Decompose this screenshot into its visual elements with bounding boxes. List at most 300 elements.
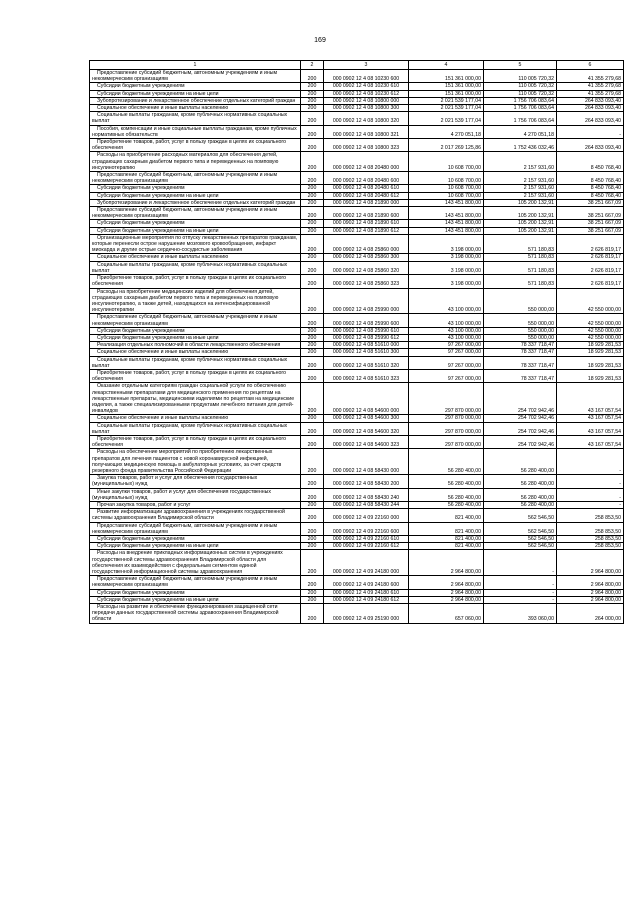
row-ved-cell: 200 <box>301 199 324 206</box>
row-name-cell: Субсидии бюджетным учреждениям на иные цели <box>90 543 301 550</box>
row-unexecuted-cell: 43 167 057,54 <box>557 435 624 448</box>
row-code-cell: 000 0902 12 4 08 54600 300 <box>324 415 409 422</box>
row-executed-cell: 2 157 931,60 <box>484 185 557 192</box>
row-unexecuted-cell: 264 833 093,40 <box>557 97 624 104</box>
row-code-cell: 000 0902 12 4 08 54600 000 <box>324 383 409 415</box>
budget-table <box>89 60 624 624</box>
row-ved-cell: 200 <box>301 288 324 314</box>
row-approved-cell: 143 451 800,00 <box>409 207 484 220</box>
row-ved-cell: 200 <box>301 192 324 199</box>
row-unexecuted-cell: 2 626 819,17 <box>557 261 624 274</box>
row-approved-cell: 56 280 400,00 <box>409 502 484 509</box>
row-unexecuted-cell: 42 550 000,00 <box>557 288 624 314</box>
column-header: 1 <box>90 61 301 70</box>
table-row <box>90 139 624 152</box>
row-ved-cell: 200 <box>301 488 324 501</box>
row-approved-cell: 2 964 800,00 <box>409 589 484 596</box>
row-name-cell: Оказание отдельным категориям граждан социальной услуги по обеспечению лекарственными препаратами для медицинского применения по рецептам на лекарственные препараты, медицинскими изделиями по рецептам на медицинские изделия, а также специализированными продуктами лечебного питания для детей-инвалидов <box>90 383 301 415</box>
row-ved-cell: 200 <box>301 576 324 589</box>
row-code-cell: 000 0902 12 4 08 10230 612 <box>324 90 409 97</box>
row-executed-cell: 550 000,00 <box>484 314 557 327</box>
row-unexecuted-cell: - <box>557 449 624 475</box>
row-code-cell: 000 0902 12 4 08 10800 323 <box>324 139 409 152</box>
table-row <box>90 172 624 185</box>
row-executed-cell: 56 280 400,00 <box>484 502 557 509</box>
row-executed-cell: - <box>484 589 557 596</box>
row-unexecuted-cell: - <box>557 502 624 509</box>
table-row <box>90 356 624 369</box>
row-code-cell: 000 0902 12 4 08 25990 000 <box>324 288 409 314</box>
row-unexecuted-cell: 42 550 000,00 <box>557 327 624 334</box>
row-ved-cell: 200 <box>301 422 324 435</box>
row-unexecuted-cell: 2 626 819,17 <box>557 254 624 261</box>
row-name-cell: Субсидии бюджетным учреждениям <box>90 185 301 192</box>
row-name-cell: Социальное обеспечение и иные выплаты населению <box>90 254 301 261</box>
row-name-cell: Предоставление субсидий бюджетным, автономным учреждениям и иным некоммерческим организациям <box>90 70 301 83</box>
row-approved-cell: 2 021 539 177,04 <box>409 105 484 112</box>
row-code-cell: 000 0902 12 4 08 21890 610 <box>324 220 409 227</box>
row-code-cell: 000 0902 12 4 09 22160 600 <box>324 522 409 535</box>
row-ved-cell: 200 <box>301 125 324 138</box>
row-unexecuted-cell: 43 167 057,54 <box>557 415 624 422</box>
table-row <box>90 522 624 535</box>
row-code-cell: 000 0902 12 4 09 22160 612 <box>324 543 409 550</box>
row-approved-cell: 2 964 800,00 <box>409 596 484 603</box>
row-ved-cell: 200 <box>301 604 324 624</box>
row-name-cell: Субсидии бюджетным учреждениям на иные цели <box>90 334 301 341</box>
row-executed-cell: 571 180,83 <box>484 275 557 288</box>
row-ved-cell: 200 <box>301 596 324 603</box>
row-ved-cell: 200 <box>301 509 324 522</box>
row-approved-cell: 10 608 700,00 <box>409 192 484 199</box>
row-code-cell: 000 0902 12 4 08 51610 320 <box>324 356 409 369</box>
row-executed-cell: 78 337 718,47 <box>484 356 557 369</box>
row-approved-cell: 10 608 700,00 <box>409 172 484 185</box>
row-approved-cell: 3 198 000,00 <box>409 234 484 254</box>
row-name-cell: Предоставление субсидий бюджетным, автономным учреждениям и иным некоммерческим организациям <box>90 576 301 589</box>
row-name-cell: Субсидии бюджетным учреждениям на иные цели <box>90 192 301 199</box>
row-ved-cell: 200 <box>301 83 324 90</box>
row-code-cell: 000 0902 12 4 09 24180 600 <box>324 576 409 589</box>
row-code-cell: 000 0902 12 4 08 58430 200 <box>324 475 409 488</box>
row-executed-cell: 2 157 931,60 <box>484 192 557 199</box>
table-row <box>90 152 624 172</box>
row-name-cell: Приобретение товаров, работ, услуг в пользу граждан в целях их социального обеспечения <box>90 435 301 448</box>
row-executed-cell: 571 180,83 <box>484 261 557 274</box>
row-name-cell: Организационные мероприятия по отпуску лекарственных препаратов гражданам, которые перенесли острое нарушение мозгового кровообращения, инфаркт миокарда и другие острые сердечно-сосудистые заболевания <box>90 234 301 254</box>
row-ved-cell: 200 <box>301 261 324 274</box>
row-code-cell: 000 0902 12 4 09 25190 000 <box>324 604 409 624</box>
row-executed-cell: 562 546,50 <box>484 509 557 522</box>
row-code-cell: 000 0902 12 4 08 25860 323 <box>324 275 409 288</box>
row-name-cell: Иные закупки товаров, работ и услуг для обеспечения государственных (муниципальных) нужд <box>90 488 301 501</box>
row-executed-cell: 56 280 400,00 <box>484 449 557 475</box>
row-code-cell: 000 0902 12 4 08 58430 000 <box>324 449 409 475</box>
row-code-cell: 000 0902 12 4 08 10800 321 <box>324 125 409 138</box>
row-executed-cell: 562 546,50 <box>484 543 557 550</box>
column-header: 4 <box>409 61 484 70</box>
table-row <box>90 105 624 112</box>
table-row <box>90 596 624 603</box>
row-executed-cell: 2 157 931,60 <box>484 172 557 185</box>
row-executed-cell: 1 756 706 083,64 <box>484 112 557 125</box>
row-unexecuted-cell: 2 964 800,00 <box>557 596 624 603</box>
row-ved-cell: 200 <box>301 234 324 254</box>
table-row <box>90 207 624 220</box>
row-unexecuted-cell: 264 000,00 <box>557 604 624 624</box>
row-executed-cell: 105 200 132,91 <box>484 207 557 220</box>
row-unexecuted-cell: 264 833 093,40 <box>557 105 624 112</box>
row-ved-cell: 200 <box>301 502 324 509</box>
table-row <box>90 90 624 97</box>
row-name-cell: Расходы на развитие и обеспечение функционирования защищенной сети передачи данных государственной системы здравоохранения Владимирской области <box>90 604 301 624</box>
row-name-cell: Реализация отдельных полномочий в области лекарственного обеспечения <box>90 342 301 349</box>
row-ved-cell: 200 <box>301 415 324 422</box>
row-name-cell: Развитие информатизации здравоохранения в учреждениях государственной системы здравоохранения Владимирской области <box>90 509 301 522</box>
row-unexecuted-cell: 264 833 093,40 <box>557 139 624 152</box>
row-executed-cell: - <box>484 550 557 576</box>
table-row <box>90 112 624 125</box>
row-approved-cell: 297 870 000,00 <box>409 383 484 415</box>
row-code-cell: 000 0902 12 4 09 22160 610 <box>324 536 409 543</box>
row-code-cell: 000 0902 12 4 08 51610 000 <box>324 342 409 349</box>
row-ved-cell: 200 <box>301 383 324 415</box>
row-unexecuted-cell: 264 833 093,40 <box>557 112 624 125</box>
row-name-cell: Социальное обеспечение и иные выплаты населению <box>90 105 301 112</box>
row-ved-cell: 200 <box>301 369 324 382</box>
table-row <box>90 254 624 261</box>
row-approved-cell: 2 964 800,00 <box>409 576 484 589</box>
row-name-cell: Предоставление субсидий бюджетным, автономным учреждениям и иным некоммерческим организациям <box>90 522 301 535</box>
row-executed-cell: 110 005 720,32 <box>484 70 557 83</box>
row-unexecuted-cell: 43 167 057,54 <box>557 383 624 415</box>
table-row <box>90 185 624 192</box>
row-approved-cell: 3 198 000,00 <box>409 275 484 288</box>
row-approved-cell: 43 100 000,00 <box>409 288 484 314</box>
column-header: 6 <box>557 61 624 70</box>
table-row <box>90 314 624 327</box>
row-approved-cell: 2 021 539 177,04 <box>409 97 484 104</box>
row-name-cell: Расходы на приобретение расходных материалов для обеспечения детей, страдающих сахарным диабетом первого типа и переведенных на помповую инсулинотерапию <box>90 152 301 172</box>
row-approved-cell: 151 361 000,00 <box>409 90 484 97</box>
row-executed-cell: 110 005 720,32 <box>484 83 557 90</box>
row-name-cell: Субсидии бюджетным учреждениям <box>90 327 301 334</box>
table-row <box>90 449 624 475</box>
row-name-cell: Приобретение товаров, работ, услуг в пользу граждан в целях их социального обеспечения <box>90 275 301 288</box>
row-approved-cell: 3 198 000,00 <box>409 261 484 274</box>
row-name-cell: Субсидии бюджетным учреждениям <box>90 83 301 90</box>
row-executed-cell: 110 005 720,32 <box>484 90 557 97</box>
row-executed-cell: 78 337 718,47 <box>484 349 557 356</box>
row-executed-cell: 78 337 718,47 <box>484 342 557 349</box>
row-unexecuted-cell: 8 450 768,40 <box>557 192 624 199</box>
row-ved-cell: 200 <box>301 70 324 83</box>
row-ved-cell: 200 <box>301 334 324 341</box>
row-code-cell: 000 0902 12 4 08 58430 244 <box>324 502 409 509</box>
row-ved-cell: 200 <box>301 522 324 535</box>
row-name-cell: Расходы на обеспечение мероприятий по приобретению лекарственных препаратов для лечения пациентов с новой коронавирусной инфекцией, получающих медицинскую помощь в амбулаторных условиях, за счет средств резервного фонда правительства Российской Федерации <box>90 449 301 475</box>
table-row <box>90 288 624 314</box>
row-executed-cell: 550 000,00 <box>484 288 557 314</box>
row-name-cell: Субсидии бюджетным учреждениям на иные цели <box>90 596 301 603</box>
row-name-cell: Прочая закупка товаров, работ и услуг <box>90 502 301 509</box>
row-code-cell: 000 0902 12 4 08 10230 610 <box>324 83 409 90</box>
row-name-cell: Приобретение товаров, работ, услуг в пользу граждан в целях их социального обеспечения <box>90 369 301 382</box>
row-approved-cell: 56 280 400,00 <box>409 475 484 488</box>
row-code-cell: 000 0902 12 4 08 58430 240 <box>324 488 409 501</box>
row-unexecuted-cell: 38 251 667,09 <box>557 199 624 206</box>
table-row <box>90 576 624 589</box>
row-unexecuted-cell: - <box>557 125 624 138</box>
row-code-cell: 000 0902 12 4 08 10230 600 <box>324 70 409 83</box>
row-code-cell: 000 0902 12 4 08 25990 610 <box>324 327 409 334</box>
row-unexecuted-cell: 42 550 000,00 <box>557 314 624 327</box>
row-unexecuted-cell: 18 929 281,53 <box>557 342 624 349</box>
row-ved-cell: 200 <box>301 227 324 234</box>
table-row <box>90 234 624 254</box>
table-row <box>90 192 624 199</box>
row-unexecuted-cell: 258 853,50 <box>557 536 624 543</box>
row-ved-cell: 200 <box>301 220 324 227</box>
row-ved-cell: 200 <box>301 185 324 192</box>
table-row <box>90 70 624 83</box>
row-ved-cell: 200 <box>301 550 324 576</box>
table-row <box>90 415 624 422</box>
row-executed-cell: 254 702 942,46 <box>484 422 557 435</box>
table-row <box>90 342 624 349</box>
row-executed-cell: 562 546,50 <box>484 536 557 543</box>
row-code-cell: 000 0902 12 4 08 51610 300 <box>324 349 409 356</box>
row-approved-cell: 143 451 800,00 <box>409 227 484 234</box>
row-unexecuted-cell: 38 251 667,09 <box>557 207 624 220</box>
row-unexecuted-cell: 42 550 000,00 <box>557 334 624 341</box>
column-header: 3 <box>324 61 409 70</box>
row-unexecuted-cell: 41 355 279,68 <box>557 90 624 97</box>
row-approved-cell: 56 280 400,00 <box>409 488 484 501</box>
row-name-cell: Зубопротезирование и лекарственное обеспечение отдельных категорий граждан <box>90 199 301 206</box>
table-row <box>90 502 624 509</box>
row-code-cell: 000 0902 12 4 08 21890 600 <box>324 207 409 220</box>
row-name-cell: Социальные выплаты гражданам, кроме публичных нормативных социальных выплат <box>90 356 301 369</box>
table-row <box>90 369 624 382</box>
row-code-cell: 000 0902 12 4 08 25990 600 <box>324 314 409 327</box>
row-ved-cell: 200 <box>301 543 324 550</box>
row-unexecuted-cell: 258 853,50 <box>557 543 624 550</box>
row-executed-cell: 105 200 132,91 <box>484 227 557 234</box>
row-unexecuted-cell: 8 450 768,40 <box>557 185 624 192</box>
row-approved-cell: 2 017 269 125,86 <box>409 139 484 152</box>
row-code-cell: 000 0902 12 4 08 25860 000 <box>324 234 409 254</box>
row-code-cell: 000 0902 12 4 08 10800 320 <box>324 112 409 125</box>
row-ved-cell: 200 <box>301 254 324 261</box>
row-unexecuted-cell: 8 450 768,40 <box>557 172 624 185</box>
row-approved-cell: 97 267 000,00 <box>409 356 484 369</box>
row-approved-cell: 97 267 000,00 <box>409 349 484 356</box>
row-approved-cell: 43 100 000,00 <box>409 334 484 341</box>
table-row <box>90 199 624 206</box>
row-unexecuted-cell: 41 355 279,68 <box>557 70 624 83</box>
row-ved-cell: 200 <box>301 152 324 172</box>
row-approved-cell: 821 400,00 <box>409 509 484 522</box>
row-executed-cell: 254 702 942,46 <box>484 415 557 422</box>
table-row <box>90 509 624 522</box>
row-ved-cell: 200 <box>301 90 324 97</box>
row-ved-cell: 200 <box>301 475 324 488</box>
row-code-cell: 000 0902 12 4 08 54600 323 <box>324 435 409 448</box>
row-executed-cell: 2 157 931,60 <box>484 152 557 172</box>
row-ved-cell: 200 <box>301 275 324 288</box>
row-name-cell: Социальное обеспечение и иные выплаты населению <box>90 415 301 422</box>
row-name-cell: Субсидии бюджетным учреждениям <box>90 536 301 543</box>
row-approved-cell: 297 870 000,00 <box>409 435 484 448</box>
row-code-cell: 000 0902 12 4 08 20480 000 <box>324 152 409 172</box>
row-executed-cell: 1 756 706 083,64 <box>484 97 557 104</box>
row-unexecuted-cell: 2 626 819,17 <box>557 275 624 288</box>
row-unexecuted-cell: 2 964 800,00 <box>557 550 624 576</box>
row-ved-cell: 200 <box>301 449 324 475</box>
row-approved-cell: 2 021 539 177,04 <box>409 112 484 125</box>
table-row <box>90 220 624 227</box>
row-name-cell: Пособия, компенсации и иные социальные выплаты гражданам, кроме публичных нормативных обязательств <box>90 125 301 138</box>
row-ved-cell: 200 <box>301 435 324 448</box>
row-approved-cell: 297 870 000,00 <box>409 422 484 435</box>
row-approved-cell: 10 608 700,00 <box>409 152 484 172</box>
row-code-cell: 000 0902 12 4 08 20480 612 <box>324 192 409 199</box>
row-unexecuted-cell: 38 251 667,09 <box>557 220 624 227</box>
row-approved-cell: 821 400,00 <box>409 543 484 550</box>
table-row <box>90 97 624 104</box>
table-row <box>90 543 624 550</box>
row-ved-cell: 200 <box>301 97 324 104</box>
row-executed-cell: 550 000,00 <box>484 334 557 341</box>
table-row <box>90 349 624 356</box>
row-code-cell: 000 0902 12 4 09 24180 612 <box>324 596 409 603</box>
table-row <box>90 536 624 543</box>
row-executed-cell: 571 180,83 <box>484 234 557 254</box>
table-row <box>90 435 624 448</box>
column-header: 5 <box>484 61 557 70</box>
table-row <box>90 125 624 138</box>
row-approved-cell: 143 451 800,00 <box>409 220 484 227</box>
row-ved-cell: 200 <box>301 172 324 185</box>
row-executed-cell: - <box>484 576 557 589</box>
row-name-cell: Расходы на приобретение медицинских изделий для обеспечения детей, страдающих сахарным диабетом первого типа и переведенных на помповую инсулинотерапию, а также детей, находящихся на интенсифицированной инсулинотерапии <box>90 288 301 314</box>
row-name-cell: Субсидии бюджетным учреждениям на иные цели <box>90 227 301 234</box>
row-executed-cell: 254 702 942,46 <box>484 383 557 415</box>
row-ved-cell: 200 <box>301 589 324 596</box>
row-ved-cell: 200 <box>301 112 324 125</box>
row-unexecuted-cell: 258 853,50 <box>557 522 624 535</box>
row-ved-cell: 200 <box>301 207 324 220</box>
row-ved-cell: 200 <box>301 342 324 349</box>
column-header: 2 <box>301 61 324 70</box>
row-unexecuted-cell: 43 167 057,54 <box>557 422 624 435</box>
row-name-cell: Предоставление субсидий бюджетным, автономным учреждениям и иным некоммерческим организациям <box>90 172 301 185</box>
table-row <box>90 327 624 334</box>
row-executed-cell: 105 200 132,91 <box>484 220 557 227</box>
row-unexecuted-cell: 2 964 800,00 <box>557 576 624 589</box>
row-unexecuted-cell: 41 355 279,68 <box>557 83 624 90</box>
row-ved-cell: 200 <box>301 105 324 112</box>
row-executed-cell: 4 270 051,18 <box>484 125 557 138</box>
table-row <box>90 488 624 501</box>
row-executed-cell: 562 546,50 <box>484 522 557 535</box>
table-row <box>90 261 624 274</box>
row-name-cell: Социальное обеспечение и иные выплаты населению <box>90 349 301 356</box>
row-executed-cell: 56 280 400,00 <box>484 488 557 501</box>
row-unexecuted-cell: - <box>557 475 624 488</box>
row-executed-cell: 105 200 132,91 <box>484 199 557 206</box>
row-unexecuted-cell: 2 626 819,17 <box>557 234 624 254</box>
row-executed-cell: 56 280 400,00 <box>484 475 557 488</box>
row-code-cell: 000 0902 12 4 08 20480 610 <box>324 185 409 192</box>
row-name-cell: Социальные выплаты гражданам, кроме публичных нормативных социальных выплат <box>90 261 301 274</box>
row-unexecuted-cell: 38 251 667,09 <box>557 227 624 234</box>
row-code-cell: 000 0902 12 4 08 25860 320 <box>324 261 409 274</box>
row-approved-cell: 43 100 000,00 <box>409 327 484 334</box>
row-code-cell: 000 0902 12 4 08 10800 000 <box>324 97 409 104</box>
row-unexecuted-cell: 258 853,50 <box>557 509 624 522</box>
row-unexecuted-cell: - <box>557 488 624 501</box>
table-row <box>90 475 624 488</box>
row-approved-cell: 297 870 000,00 <box>409 415 484 422</box>
row-name-cell: Приобретение товаров, работ, услуг в пользу граждан в целях их социального обеспечения <box>90 139 301 152</box>
page-number: 169 <box>314 37 326 44</box>
row-unexecuted-cell: 18 929 281,53 <box>557 356 624 369</box>
row-code-cell: 000 0902 12 4 08 21890 000 <box>324 199 409 206</box>
table-body <box>90 61 624 624</box>
row-code-cell: 000 0902 12 4 08 25860 300 <box>324 254 409 261</box>
table-header-row <box>90 61 624 70</box>
table-row <box>90 604 624 624</box>
row-name-cell: Субсидии бюджетным учреждениям на иные цели <box>90 90 301 97</box>
row-ved-cell: 200 <box>301 356 324 369</box>
row-approved-cell: 821 400,00 <box>409 522 484 535</box>
row-unexecuted-cell: 8 450 768,40 <box>557 152 624 172</box>
row-name-cell: Субсидии бюджетным учреждениям <box>90 589 301 596</box>
row-code-cell: 000 0902 12 4 08 20480 600 <box>324 172 409 185</box>
table-row <box>90 227 624 234</box>
row-name-cell: Предоставление субсидий бюджетным, автономным учреждениям и иным некоммерческим организациям <box>90 207 301 220</box>
row-name-cell: Социальные выплаты гражданам, кроме публичных нормативных социальных выплат <box>90 422 301 435</box>
row-approved-cell: 151 361 000,00 <box>409 83 484 90</box>
row-approved-cell: 97 267 000,00 <box>409 342 484 349</box>
row-approved-cell: 10 608 700,00 <box>409 185 484 192</box>
row-unexecuted-cell: 18 929 281,53 <box>557 349 624 356</box>
row-unexecuted-cell: 2 964 800,00 <box>557 589 624 596</box>
row-approved-cell: 2 964 800,00 <box>409 550 484 576</box>
row-executed-cell: 1 756 706 083,64 <box>484 105 557 112</box>
row-approved-cell: 56 280 400,00 <box>409 449 484 475</box>
row-executed-cell: 550 000,00 <box>484 327 557 334</box>
row-ved-cell: 200 <box>301 536 324 543</box>
row-approved-cell: 657 060,00 <box>409 604 484 624</box>
row-name-cell: Расходы на внедрение прикладных информационных систем в учреждениях государственной системы здравоохранения Владимирской области для обеспечения их взаимодействия с федеральным сегментом единой государственной информационной системы здравоохранения <box>90 550 301 576</box>
row-code-cell: 000 0902 12 4 08 21890 612 <box>324 227 409 234</box>
row-approved-cell: 821 400,00 <box>409 536 484 543</box>
table-row <box>90 334 624 341</box>
row-unexecuted-cell: 18 929 281,53 <box>557 369 624 382</box>
table-row <box>90 550 624 576</box>
row-code-cell: 000 0902 12 4 09 24180 000 <box>324 550 409 576</box>
table-row <box>90 422 624 435</box>
row-approved-cell: 43 100 000,00 <box>409 314 484 327</box>
table-row <box>90 589 624 596</box>
row-ved-cell: 200 <box>301 139 324 152</box>
row-code-cell: 000 0902 12 4 08 25990 612 <box>324 334 409 341</box>
row-executed-cell: - <box>484 596 557 603</box>
row-executed-cell: 78 337 718,47 <box>484 369 557 382</box>
